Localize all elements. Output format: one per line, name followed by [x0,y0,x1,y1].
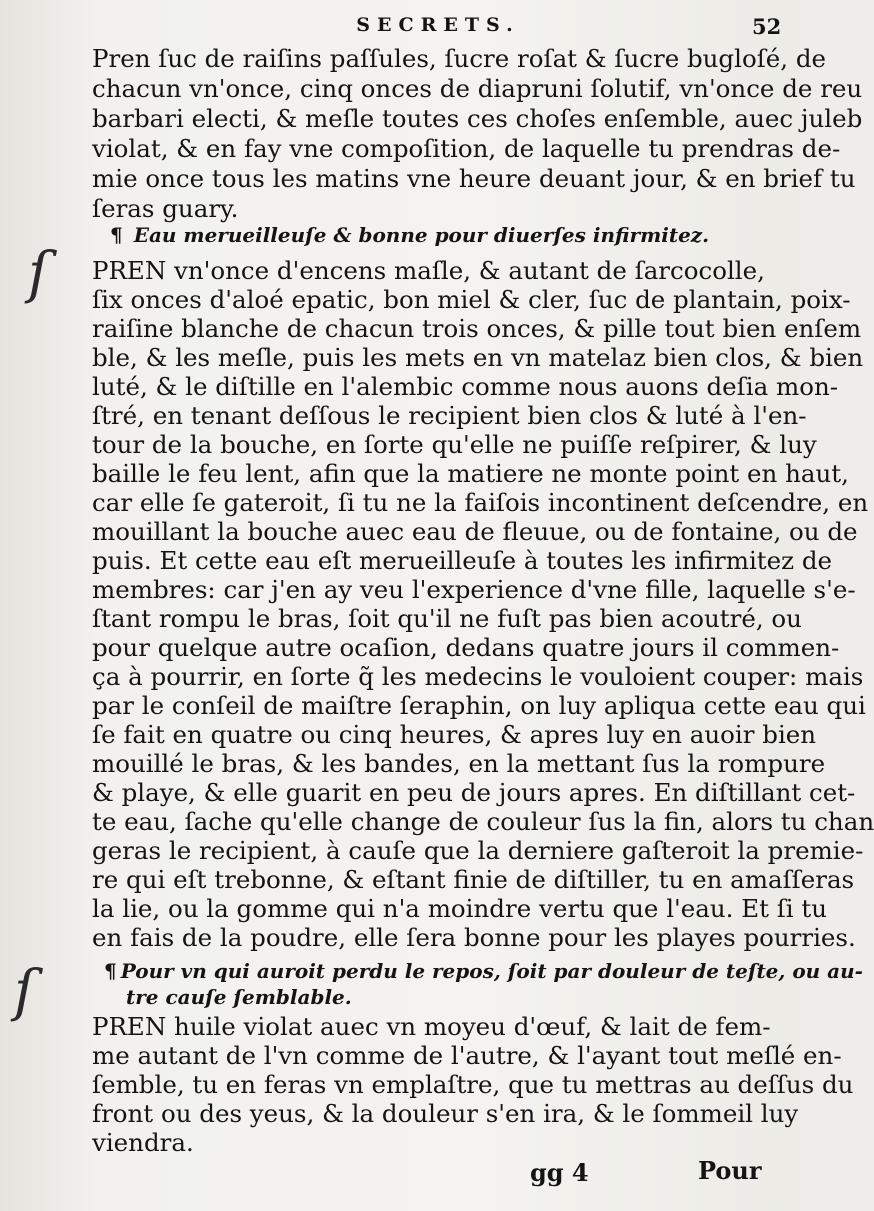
heading-text: Pour vn qui auroit perdu le repos, ſoit par douleur de teſte, ou au- [120,959,863,983]
signature-mark: gg 4 [530,1158,589,1187]
text-line: baille le feu lent, afin que la matiere ne monte point en haut, [92,459,849,488]
text-line: en fais de la poudre, elle ſera bonne pour les playes pourries. [92,923,856,952]
text-line: front ou des yeus, & la douleur s'en ira, & le ſommeil luy [92,1099,799,1128]
text-line: car elle ſe gateroit, ſi tu ne la faiſois incontinent deſcendre, en [92,488,869,517]
running-title: SECRETS. [356,14,520,36]
text-line: mouillé le bras, & les bandes, en la mettant ſus la rompure [92,749,826,778]
text-line: tour de la bouche, en ſorte qu'elle ne puiſſe reſpirer, & luy [92,430,817,459]
catchword: Pour [698,1156,762,1185]
text-line: me autant de l'vn comme de l'autre, & l'ayant tout meſlé en- [92,1041,842,1070]
text-line: ble, & les meſle, puis les mets en vn matelaz bien clos, & bien [92,343,864,372]
text-line: ſemble, tu en feras vn emplaſtre, que tu mettras au deſſus du [92,1070,854,1099]
page-number: 52 [752,14,782,39]
pilcrow-icon: ¶ [104,959,117,983]
text-line: chacun vn'once, cinq onces de diapruni ſolutif, vn'once de reu [92,74,863,103]
text-line: raiſine blanche de chacun trois onces, & pille tout bien enſem [92,314,862,343]
text-line: par le conſeil de maiſtre ſeraphin, on luy apliqua cette eau qui [92,691,866,720]
text-line: barbari electi, & meſle toutes ces choſes enſemble, auec juleb [92,104,863,133]
text-line: geras le recipient, à cauſe que la derniere gaſteroit la premie- [92,836,864,865]
text-line: mie once tous les matins vne heure deuant jour, & en brief tu [92,164,856,193]
text-line: te eau, ſache qu'elle change de couleur ſus la fin, alors tu chan [92,807,874,836]
text-line: ſe fait en quatre ou cinq heures, & apres luy en auoir bien [92,720,817,749]
section-heading-eau [110,220,760,250]
text-line: puis. Et cette eau eſt merueilleuſe à toutes les infirmitez de [92,546,833,575]
text-line: & playe, & elle guarit en peu de jours apres. En diſtillant cet- [92,778,856,807]
text-line: re qui eſt trebonne, & eſtant finie de diſtiller, tu en amaſſeras [92,865,855,894]
pilcrow-icon: ¶ [110,223,123,247]
text-line: pour quelque autre ocaſion, dedans quatre jours il commen- [92,633,840,662]
text-line: Pren ſuc de raiſins paſſules, ſucre roſat & ſucre bugloſé, de [92,44,827,73]
text-line: ſtré, en tenant deſſous le recipient bien clos & luté à l'en- [92,401,807,430]
text-line: ſix onces d'aloé epatic, bon miel & cler, ſuc de plantain, poix- [92,285,851,314]
text-line: viendra. [92,1128,194,1157]
text-line: PREN huile violat auec vn moyeu d'œuf, & lait de fem- [92,1012,771,1041]
heading-text: Eau merueilleuſe & bonne pour diuerſes infirmitez. [133,223,710,247]
text-line: ſeras guary. [92,194,239,223]
margin-mark: ſ [14,959,35,1024]
text-line: luté, & le diſtille en l'alembic comme nous auons deſia mon- [92,372,839,401]
heading-text: tre cauſe ſemblable. [126,985,352,1009]
text-line: PREN vn'once d'encens maſle, & autant de ſarcocolle, [92,256,765,285]
text-line: violat, & en fay vne compoſition, de laquelle tu prendras de- [92,134,841,163]
text-line: ſtant rompu le bras, ſoit qu'il ne fuſt pas bien acoutré, ou [92,604,802,633]
running-head [0,14,800,42]
text-line: mouillant la bouche auec eau de fleuue, ou de fontaine, ou de [92,517,858,546]
text-line: la lie, ou la gomme qui n'a moindre vertu que l'eau. Et ſi tu [92,894,828,923]
text-line: membres: car j'en ay veu l'experience d'vne fille, laquelle s'e- [92,575,856,604]
text-line: ça à pourrir, en ſorte q̃ les medecins le vouloient couper: mais [92,662,864,691]
margin-mark: ſ [28,241,49,306]
